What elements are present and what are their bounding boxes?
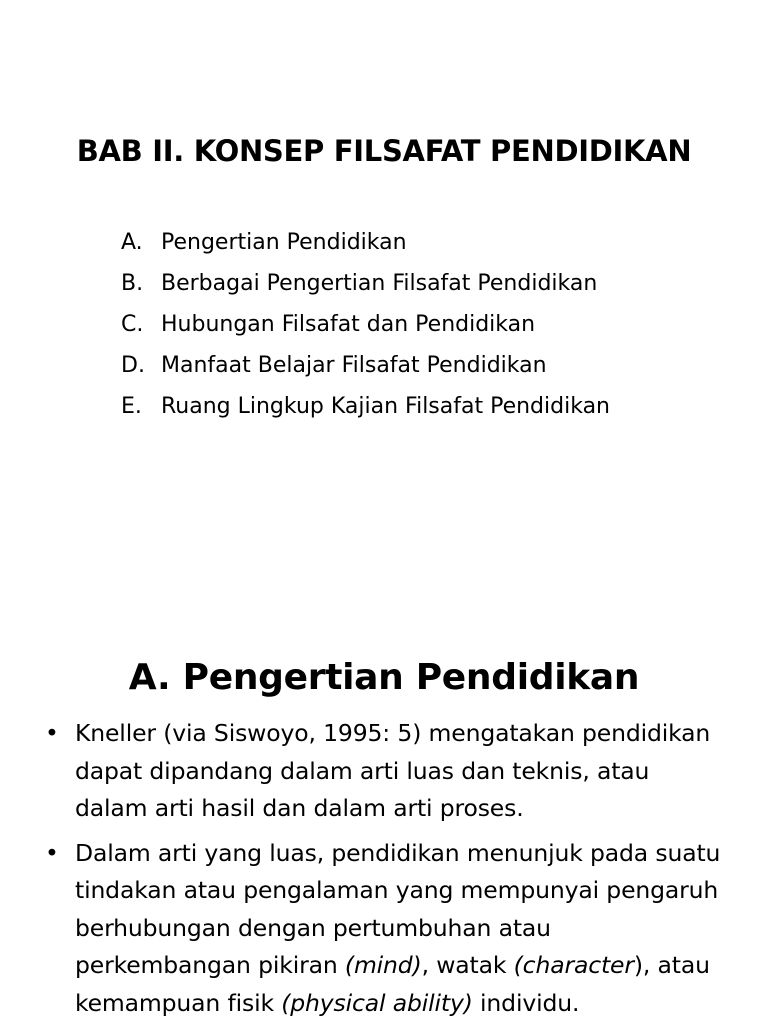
bullet-item [0, 715, 725, 828]
bullet-item [0, 835, 725, 1023]
toc-marker: D. [121, 353, 145, 378]
toc-text: Berbagai Pengertian Filsafat Pendidikan [161, 271, 598, 296]
toc-marker: E. [121, 394, 142, 419]
bullet-italic-term: (character [513, 951, 634, 979]
bullet-text-part: individu. [472, 988, 580, 1017]
toc-text: Ruang Lingkup Kajian Filsafat Pendidikan [161, 394, 610, 419]
toc-item [121, 263, 610, 304]
bullet-italic-term: (mind) [344, 951, 422, 979]
toc-marker: B. [121, 271, 144, 296]
toc-marker: C. [121, 312, 144, 337]
bullet-list [0, 715, 725, 1022]
slide-2 [0, 512, 768, 1024]
toc-text: Hubungan Filsafat dan Pendidikan [161, 312, 536, 337]
bullet-text-part: , watak [421, 951, 514, 979]
toc-item [121, 304, 610, 345]
bullet-text: Kneller (via Siswoyo, 1995: 5) mengatakan pendidikan dapat dipandang dalam arti luas dan teknis, atau dalam arti hasil dan dalam arti proses. [75, 719, 711, 822]
bullet-marker: • [45, 838, 59, 867]
toc-item [121, 345, 610, 386]
toc-text: Manfaat Belajar Filsafat Pendidikan [161, 353, 547, 378]
toc-marker: A. [121, 230, 143, 255]
table-of-contents [121, 222, 610, 427]
slide-2-title: A. Pengertian Pendidikan [128, 656, 640, 698]
toc-text: Pengertian Pendidikan [161, 230, 407, 255]
toc-item [121, 222, 610, 263]
toc-item [121, 386, 610, 427]
bullet-text-part: ), atau kemampuan fisik [75, 951, 710, 1017]
slide-1-title: BAB II. KONSEP FILSAFAT PENDIDIKAN [76, 134, 692, 169]
bullet-text-part: Dalam arti yang luas, pendidikan menunjuk pada suatu tindakan atau pengalaman yang mempunyai pengaruh berhubungan dengan pertumbuhan atau perkembangan pikiran [75, 838, 721, 979]
bullet-italic-term: (physical ability) [281, 988, 473, 1017]
bullet-marker: • [45, 719, 59, 747]
